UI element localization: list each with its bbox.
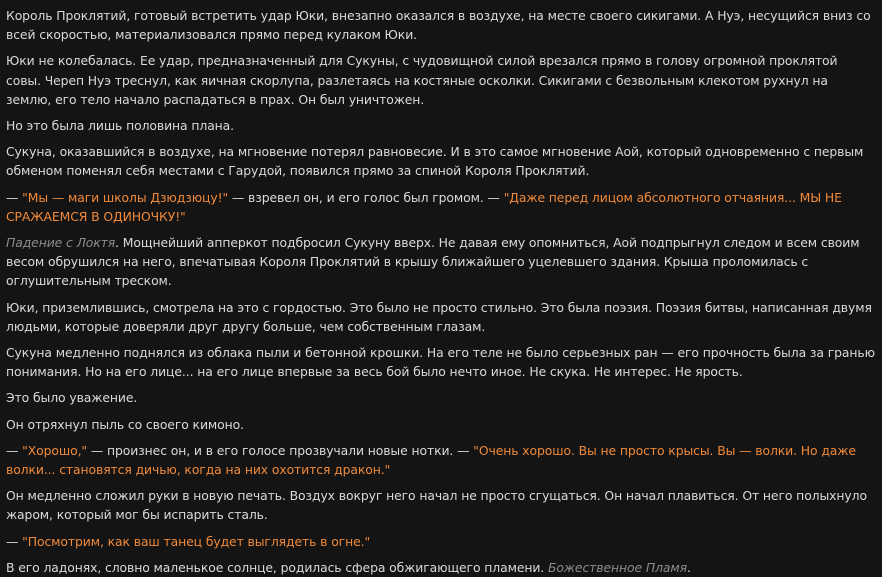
technique-name: Божественное Пламя [547,559,687,575]
dialogue-quote: "Даже перед лицом абсолютного отчаяния... МЫ НЕ СРАЖАЕМСЯ В ОДИНОЧКУ!" [6,189,842,224]
dialogue-quote: "Хорошо," [22,442,88,458]
paragraph [6,233,876,291]
narration-text: — произнес он, и в его голосе прозвучали новые нотки. — [87,442,474,458]
narration-text: Сукуна, оказавшийся в воздухе, на мгновение потерял равновесие. И в это самое мгновение Аой, который одновременно с первым обменом поменял себя местами с Гарудой, появился прямо за спиной Короля Проклятий. [6,144,864,179]
narration-text: Он отряхнул пыль со своего кимоно. [6,416,244,432]
paragraph [6,441,876,479]
narration-text: — взревел он, и его голос был громом. — [228,189,504,205]
narration-text: В его ладонях, словно маленькое солнце, родилась сфера обжигающего пламени. [6,559,548,575]
paragraph [6,116,876,135]
paragraph [6,298,876,336]
narration-text: Король Проклятий, готовый встретить удар Юки, внезапно оказался в воздухе, на месте своего сикигами. А Нуэ, несущийся вниз со всей скоростью, материализовался прямо перед кулаком Юки. [6,8,871,43]
narration-text: . [686,559,691,575]
paragraph [6,142,876,180]
paragraph [6,388,876,407]
narration-text: — [6,533,23,549]
narration-text: — [6,442,23,458]
paragraph [6,415,876,434]
paragraph [6,486,876,524]
narration-text: Юки не колебалась. Ее удар, предназначенный для Сукуны, с чудовищной силой врезался прямо в голову огромной проклятой совы. Череп Нуэ треснул, как яичная скорлупа, разлетаясь на костяные осколки. Сикигами с безвольным клекотом рухнул на землю, его тело начало распадаться в прах. Он был уничтожен. [6,53,838,107]
paragraph [6,558,876,577]
narration-text: Но это была лишь половина плана. [6,118,235,134]
narration-text: Сукуна медленно поднялся из облака пыли и бетонной крошки. На его теле не было серьезных ран — его прочность была за гранью понимания. Но на его лице... на его лице впервые за весь бой было нечто иное. Не скука. Не интерес. Не ярость. [6,345,875,380]
technique-name: Падение с Локтя [6,235,116,251]
paragraph [6,6,876,44]
dialogue-quote: "Очень хорошо. Вы не просто крысы. Вы — волки. Но даже волки... становятся дичью, когда на них охотится дракон." [6,442,856,478]
paragraph [6,188,876,226]
narration-text: Юки, приземлившись, смотрела на это с гордостью. Это было не просто стильно. Это была поэзия. Поэзия битвы, написанная двумя людьми, которые доверяли друг другу больше, чем собственным глазам. [6,299,872,334]
narration-text: — [6,189,23,205]
dialogue-quote: "Мы — маги школы Дзюдзюцу!" [22,189,229,205]
paragraph [6,51,876,109]
paragraph [6,532,876,551]
narration-text: . Мощнейший апперкот подбросил Сукуну вверх. Не давая ему опомниться, Аой подпрыгнул следом и всем своим весом обрушился на него, впечатывая Короля Проклятий в крышу ближайшего уцелевшего здания. Крыша проломилась с оглушительным треском. [6,235,860,289]
paragraph [6,343,876,381]
dialogue-quote: "Посмотрим, как ваш танец будет выглядеть в огне." [22,533,371,549]
narration-text: Это было уважение. [6,390,138,406]
narration-text: Он медленно сложил руки в новую печать. Воздух вокруг него начал не просто сгущаться. Он начал плавиться. От него полыхнуло жаром, который мог бы испарить сталь. [6,488,867,523]
